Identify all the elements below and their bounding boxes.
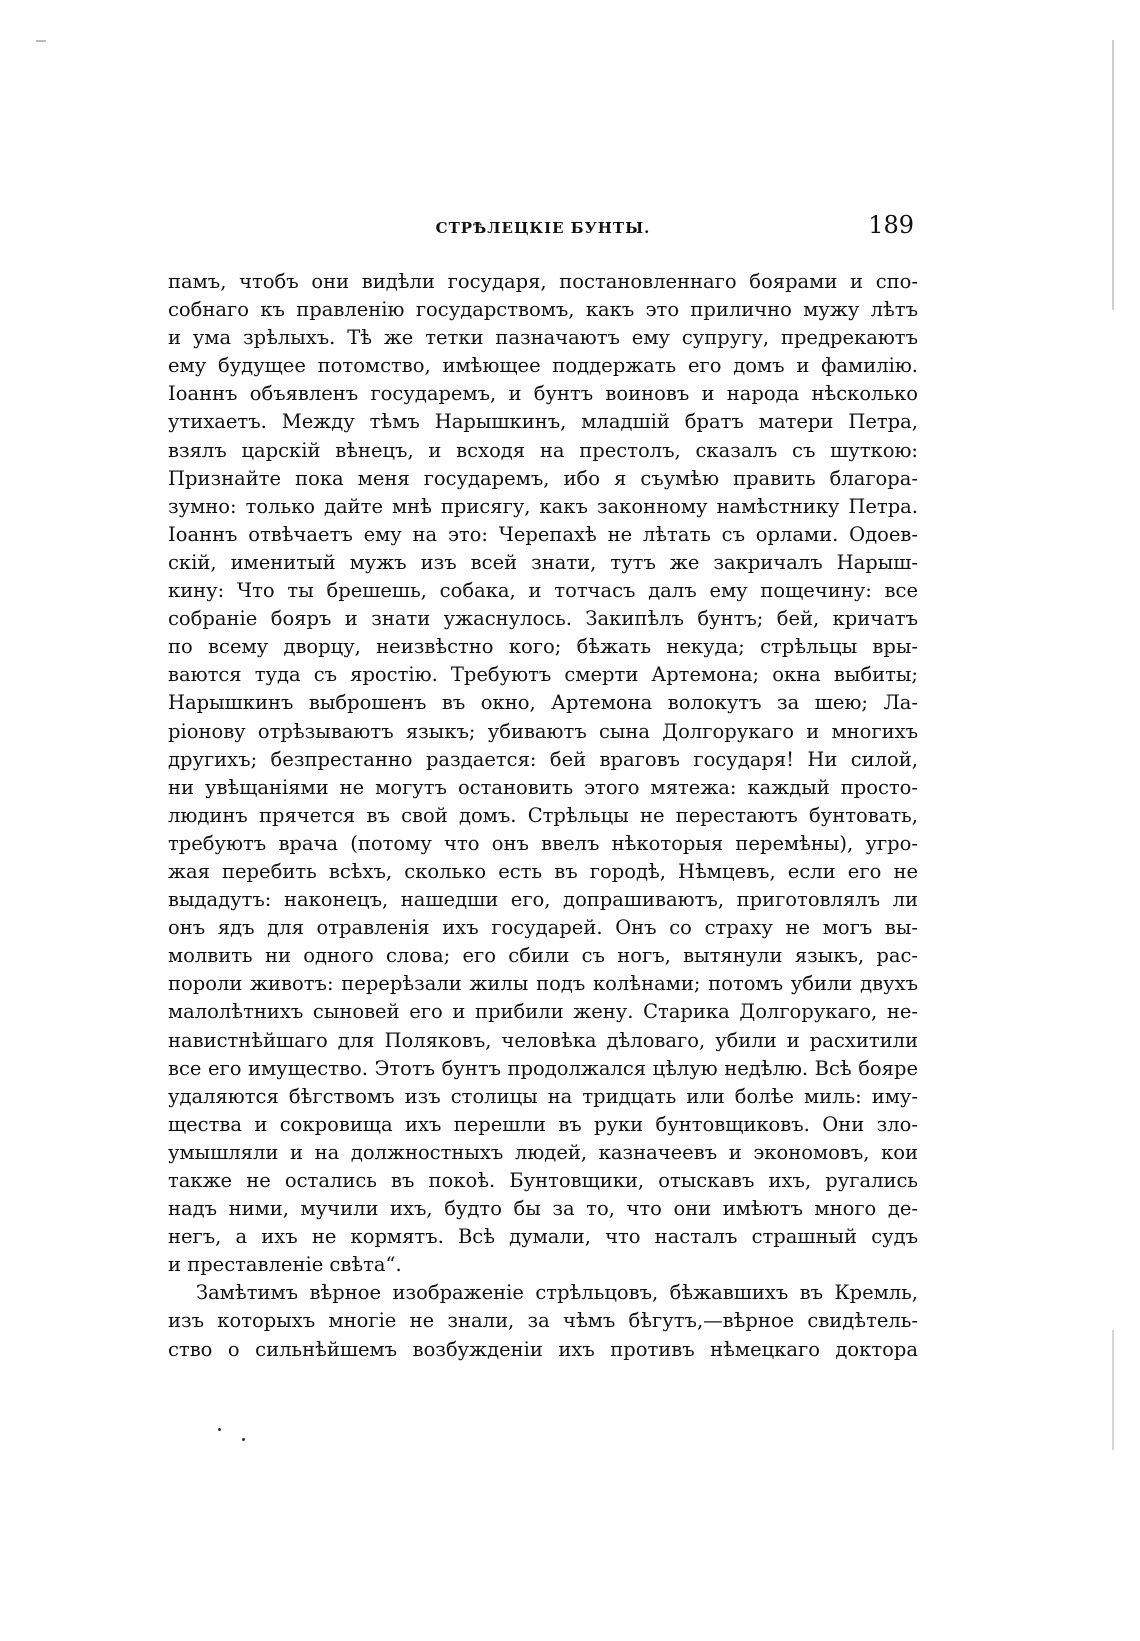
text-line: кину: Что ты брешешь, собака, и тотчасъ далъ ему пощечину: все — [168, 579, 918, 603]
ink-specks — [218, 1428, 258, 1448]
paragraph-1 — [168, 268, 918, 1279]
text-line: Іоаннъ объявленъ государемъ, и бунтъ воиновъ и народа нѣсколько — [168, 382, 918, 406]
running-title: СТРѢЛЕЦКІЕ БУНТЫ. — [435, 219, 651, 237]
text-line: ство о сильнѣйшемъ возбужденіи ихъ противъ нѣмецкаго доктора — [168, 1337, 918, 1361]
text-line: памъ, чтобъ они видѣли государя, постановленнаго боярами и спо- — [168, 270, 918, 293]
text-line: выдадутъ: наконецъ, нашедши его, допрашиваютъ, приготовлялъ ли — [168, 888, 918, 912]
ink-speck — [218, 1428, 221, 1431]
text-line: все его имущество. Этотъ бунтъ продолжался цѣлую недѣлю. Всѣ бояре — [168, 1056, 918, 1080]
scan-edge-shadow-bottom — [1112, 1330, 1114, 1450]
text-line: навистнѣйшаго для Поляковъ, человѣка дѣловаго, убили и расхитили — [168, 1028, 918, 1052]
text-line: надъ ними, мучили ихъ, будто бы за то, что они имѣютъ много де- — [168, 1197, 918, 1221]
paragraph-2 — [168, 1279, 918, 1363]
text-line: жая перебить всѣхъ, сколько есть въ городѣ, Нѣмцевъ, если его не — [168, 859, 918, 883]
text-line: и ума зрѣлыхъ. Тѣ же тетки пазначаютъ ему супругу, предрекаютъ — [168, 326, 918, 350]
text-line: ему будущее потомство, имѣющее поддержать его домъ и фамилію. — [168, 354, 918, 378]
text-line: другихъ; безпрестанно раздается: бей враговъ государя! Ни силой, — [168, 747, 918, 771]
running-head — [168, 211, 918, 241]
text-line: ваются туда съ яростію. Требуютъ смерти Артемона; окна выбиты; — [168, 663, 918, 687]
scan-corner-mark — [36, 40, 46, 42]
text-line: негъ, а ихъ не кормятъ. Всѣ думали, что насталъ страшный судъ — [168, 1225, 918, 1249]
text-line: малолѣтнихъ сыновей его и прибили жену. Старика Долгорукаго, не- — [168, 1000, 918, 1024]
text-line: требуютъ врача (потому что онъ ввелъ нѣкоторыя перемѣны), угро- — [168, 831, 918, 855]
text-line: скій, именитый мужъ изъ всей знати, тутъ же закричалъ Нарыш- — [168, 550, 918, 574]
text-line: по всему дворцу, неизвѣстно кого; бѣжать некуда; стрѣльцы вры- — [168, 635, 918, 659]
text-line: онъ ядъ для отравленія ихъ государей. Онъ со страху не могъ вы- — [168, 916, 918, 940]
text-line: собраніе бояръ и знати ужаснулось. Закипѣлъ бунтъ; бей, кричатъ — [168, 607, 918, 631]
text-line: утихаетъ. Между тѣмъ Нарышкинъ, младшій братъ матери Петра, — [168, 410, 918, 434]
text-line: пороли животъ: перерѣзали жилы подъ колѣнами; потомъ убили двухъ — [168, 972, 918, 996]
text-line: ріонову отрѣзываютъ языкъ; убиваютъ сына Долгорукаго и многихъ — [168, 719, 918, 743]
text-line: Іоаннъ отвѣчаетъ ему на это: Черепахѣ не лѣтать съ орлами. Одоев- — [168, 522, 918, 546]
text-line: взялъ царскій вѣнецъ, и всходя на престолъ, сказалъ съ шуткою: — [168, 438, 918, 462]
ink-speck — [242, 1438, 245, 1441]
text-line: также не остались въ покоѣ. Бунтовщики, отыскавъ ихъ, ругались — [168, 1169, 918, 1192]
text-line: Признайте пока меня государемъ, ибо я съумѣю править благора- — [168, 466, 918, 490]
text-line: зумно: только дайте мнѣ присягу, какъ законному намѣстнику Петра. — [168, 494, 918, 518]
text-line: умышляли и на должностныхъ людей, казначеевъ и экономовъ, кои — [168, 1140, 918, 1164]
text-line: щества и сокровища ихъ перешли въ руки бунтовщиковъ. Они зло- — [168, 1112, 918, 1136]
text-line: удаляются бѣгствомъ изъ столицы на тридцать или болѣе миль: иму- — [168, 1084, 918, 1108]
text-line: молвить ни одного слова; его сбили съ ногъ, вытянули языкъ, рас- — [168, 944, 918, 968]
text-line: ни увѣщаніями не могутъ остановить этого мятежа: каждый просто- — [168, 775, 918, 799]
text-line: и преставленіе свѣта“. — [168, 1253, 402, 1277]
body-text — [168, 268, 918, 1364]
text-line: Нарышкинъ выброшенъ въ окно, Артемона волокутъ за шею; Ла- — [168, 691, 918, 715]
text-line: Замѣтимъ вѣрное изображеніе стрѣльцовъ, бѣжавшихъ въ Кремль, — [196, 1281, 918, 1305]
scan-edge-shadow-top — [1112, 40, 1114, 310]
text-line: собнаго къ правленію государствомъ, какъ это прилично мужу лѣтъ — [168, 298, 918, 322]
page-number: 189 — [868, 211, 914, 239]
text-line: изъ которыхъ многіе не знали, за чѣмъ бѣгутъ,—вѣрное свидѣтель- — [168, 1309, 918, 1333]
text-line: людинъ прячется въ свой домъ. Стрѣльцы не перестаютъ бунтовать, — [168, 803, 918, 827]
